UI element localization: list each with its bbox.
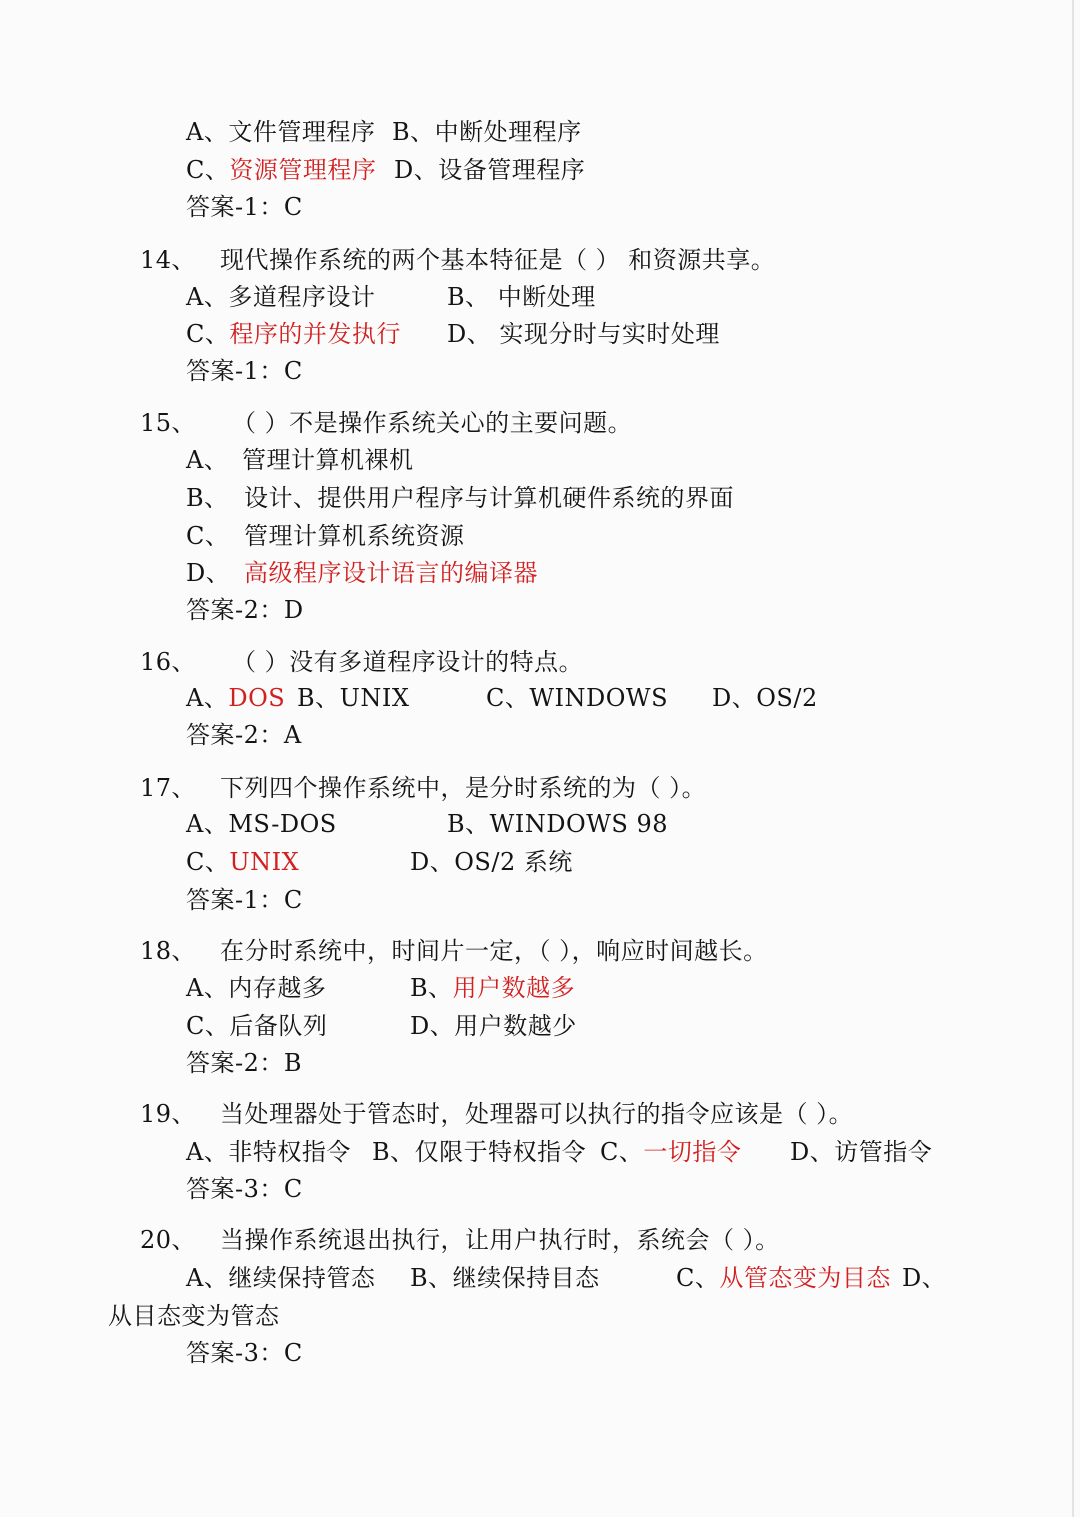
correct-answer-text: 高级程序设计语言的编译器	[244, 559, 538, 587]
q16-option-a	[186, 682, 285, 714]
q14-stem: 现代操作系统的两个基本特征是（ ） 和资源共享。	[220, 246, 776, 274]
q18-number: 18、	[140, 937, 197, 965]
correct-answer-text: 程序的并发执行	[229, 320, 401, 348]
option-text: 管理计算机裸机	[242, 446, 414, 474]
option-label: B、	[186, 484, 229, 512]
q20-option-d-label: D、	[902, 1264, 947, 1292]
q20-option-a: A、继续保持管态	[186, 1264, 376, 1292]
q18-option-a: A、内存越多	[186, 974, 327, 1002]
q19-option-b: B、仅限于特权指令	[372, 1138, 587, 1166]
q16-option-d: D、OS/2	[712, 684, 818, 712]
q18-option-b	[410, 972, 575, 1004]
q14-number: 14、	[140, 246, 197, 274]
correct-answer-text: 资源管理程序	[229, 156, 377, 184]
q13-option-a: A、文件管理程序	[186, 118, 376, 146]
q17-stem: 下列四个操作系统中，是分时系统的为（ ）。	[220, 774, 707, 802]
q18-option-d: D、用户数越少	[410, 1012, 577, 1040]
q20-option-c	[676, 1262, 891, 1294]
q19-option-c	[600, 1136, 741, 1168]
option-text: 管理计算机系统资源	[244, 522, 465, 550]
option-label: C、	[186, 522, 230, 550]
q20-number: 20、	[140, 1226, 197, 1254]
option-label: C、	[186, 320, 230, 348]
q15-number: 15、	[140, 409, 197, 437]
q20-option-b: B、继续保持目态	[410, 1264, 600, 1292]
q18-answer: 答案-2：B	[186, 1049, 303, 1077]
correct-answer-text: 一切指令	[643, 1138, 742, 1166]
q14-option-c	[186, 318, 401, 350]
q17-number: 17、	[140, 774, 197, 802]
q13-option-c	[186, 154, 376, 186]
option-text: 设计、提供用户程序与计算机硬件系统的界面	[244, 484, 734, 512]
q15-option-d	[186, 557, 538, 589]
q17-option-c	[186, 846, 299, 878]
q13-option-b: B、中断处理程序	[392, 118, 582, 146]
q15-option-c	[186, 520, 465, 552]
q14-option-d: D、 实现分时与实时处理	[447, 320, 720, 348]
q16-option-c: C、WINDOWS	[486, 684, 669, 712]
q16-number: 16、	[140, 648, 197, 676]
option-label: A、	[186, 446, 229, 474]
q16-option-b: B、UNIX	[297, 684, 410, 712]
correct-answer-text: UNIX	[229, 848, 300, 876]
q19-answer: 答案-3：C	[186, 1175, 303, 1203]
q19-stem: 当处理器处于管态时，处理器可以执行的指令应该是（ ）。	[220, 1100, 854, 1128]
q15-stem: （ ）不是操作系统关心的主要问题。	[232, 409, 633, 437]
q17-answer: 答案-1：C	[186, 886, 303, 914]
q15-answer: 答案-2：D	[186, 596, 304, 624]
q19-option-a: A、非特权指令	[186, 1138, 351, 1166]
q17-option-a: A、MS-DOS	[186, 810, 337, 838]
page-edge-divider	[1072, 0, 1074, 1517]
q20-option-d-text: 从目态变为管态	[108, 1302, 280, 1330]
q19-option-d: D、访管指令	[790, 1138, 933, 1166]
q18-option-c: C、后备队列	[186, 1012, 328, 1040]
correct-answer-text: DOS	[228, 684, 286, 712]
q20-answer: 答案-3：C	[186, 1339, 303, 1367]
option-label: C、	[600, 1138, 644, 1166]
option-label: C、	[186, 156, 230, 184]
q20-stem: 当操作系统退出执行，让用户执行时，系统会（ ）。	[220, 1226, 780, 1254]
q18-stem: 在分时系统中，时间片一定，（ ），响应时间越长。	[220, 937, 768, 965]
option-label: C、	[186, 848, 230, 876]
q19-number: 19、	[140, 1100, 197, 1128]
q14-answer: 答案-1：C	[186, 357, 303, 385]
correct-answer-text: 从管态变为目态	[719, 1264, 891, 1292]
q16-answer: 答案-2：A	[186, 721, 302, 749]
option-label: B、	[410, 974, 453, 1002]
q14-option-a: A、多道程序设计	[186, 283, 376, 311]
q17-option-d: D、OS/2 系统	[410, 848, 573, 876]
q14-option-b: B、 中断处理	[447, 283, 596, 311]
q13-answer: 答案-1：C	[186, 193, 303, 221]
q13-option-d: D、设备管理程序	[394, 156, 586, 184]
option-label: C、	[676, 1264, 720, 1292]
option-label: A、	[186, 684, 229, 712]
q15-option-b	[186, 482, 734, 514]
q15-option-a	[186, 444, 414, 476]
correct-answer-text: 用户数越多	[452, 974, 576, 1002]
q17-option-b: B、WINDOWS 98	[447, 810, 668, 838]
q16-stem: （ ）没有多道程序设计的特点。	[232, 648, 584, 676]
option-label: D、	[186, 559, 231, 587]
